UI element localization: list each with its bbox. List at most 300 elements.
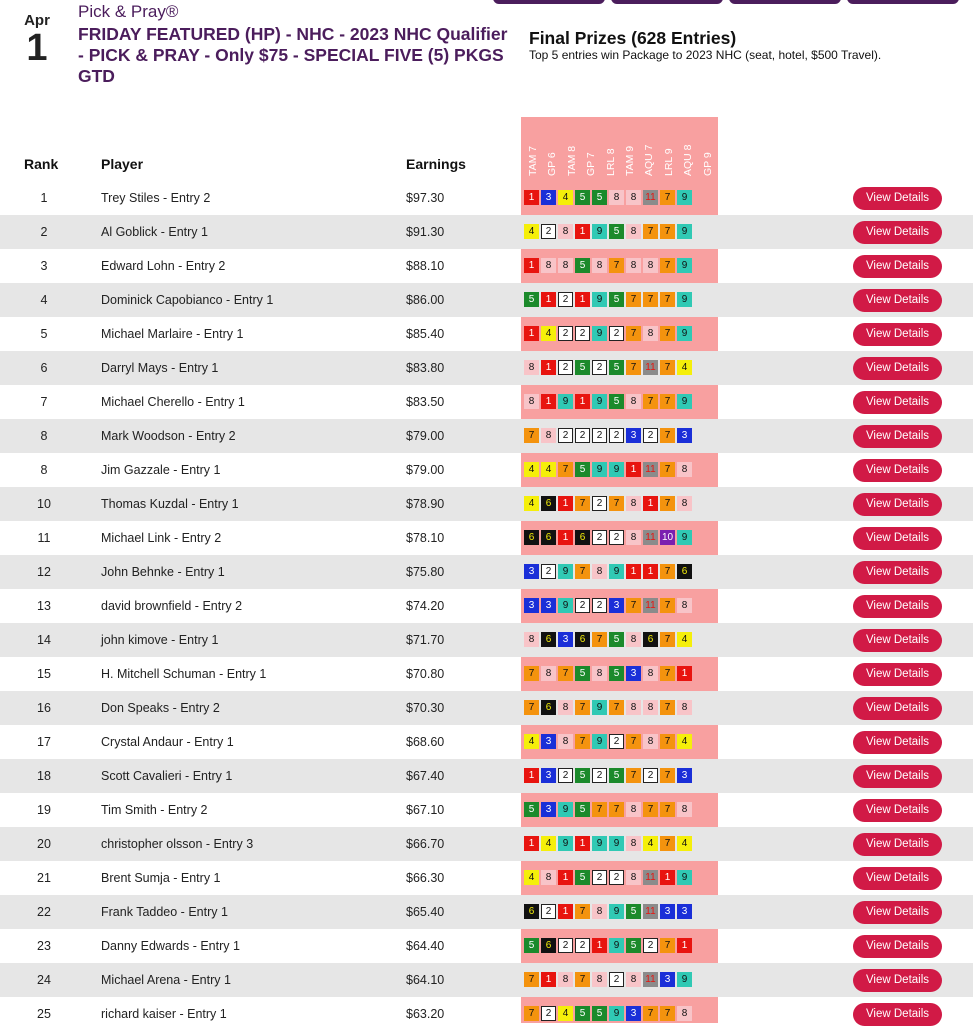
player-cell: H. Mitchell Schuman - Entry 1 (101, 667, 267, 681)
pick-badge: 9 (592, 224, 607, 239)
pick-badge: 5 (626, 904, 641, 919)
view-details-button[interactable]: View Details (853, 1003, 942, 1026)
pick-badge: 1 (558, 530, 573, 545)
earnings-cell: $64.40 (406, 939, 445, 953)
pick-badge: 8 (558, 972, 573, 987)
pick-badge: 3 (541, 190, 556, 205)
pick-badge: 7 (660, 462, 675, 477)
top-nav-buttons (493, 0, 959, 4)
pick-badge: 8 (592, 564, 607, 579)
pick-badge: 2 (541, 904, 556, 919)
pick-badge: 6 (541, 700, 556, 715)
race-header: GP 6 (546, 152, 559, 176)
view-details-button[interactable]: View Details (853, 459, 942, 482)
pick-badge: 7 (643, 1006, 658, 1021)
player-cell: david brownfield - Entry 2 (101, 599, 243, 613)
pick-badge: 11 (643, 972, 658, 987)
pick-badge: 7 (575, 734, 590, 749)
pick-badge: 2 (643, 938, 658, 953)
view-details-button[interactable]: View Details (853, 595, 942, 618)
pick-badge: 4 (524, 224, 539, 239)
pick-badge: 8 (677, 700, 692, 715)
pick-badge: 9 (558, 564, 573, 579)
picks-cell (524, 904, 692, 919)
pick-badge: 7 (524, 428, 539, 443)
pick-badge: 11 (643, 530, 658, 545)
view-details-button[interactable]: View Details (853, 323, 942, 346)
pick-badge: 3 (558, 632, 573, 647)
picks-cell (524, 598, 692, 613)
pick-badge: 4 (524, 496, 539, 511)
pick-badge: 2 (592, 870, 607, 885)
pick-badge: 8 (592, 666, 607, 681)
pick-badge: 6 (575, 632, 590, 647)
race-header: TAM 8 (565, 145, 578, 176)
pick-badge: 2 (643, 768, 658, 783)
pick-badge: 8 (626, 496, 641, 511)
pick-badge: 9 (592, 700, 607, 715)
view-details-button[interactable]: View Details (853, 391, 942, 414)
pick-badge: 9 (592, 326, 607, 341)
picks-cell (524, 326, 692, 341)
pick-badge: 2 (609, 972, 624, 987)
pick-badge: 9 (609, 462, 624, 477)
rank-cell: 13 (37, 599, 51, 613)
table-row (0, 487, 973, 521)
rank-cell: 21 (37, 871, 51, 885)
pick-badge: 5 (609, 360, 624, 375)
rank-cell: 10 (37, 497, 51, 511)
pick-badge: 7 (660, 632, 675, 647)
pick-badge: 4 (677, 360, 692, 375)
pick-badge: 9 (609, 1006, 624, 1021)
player-cell: Don Speaks - Entry 2 (101, 701, 220, 715)
pick-badge: 2 (609, 428, 624, 443)
pick-badge: 1 (677, 666, 692, 681)
pick-badge: 8 (626, 870, 641, 885)
pick-badge: 6 (541, 938, 556, 953)
earnings-header: Earnings (406, 156, 466, 172)
pick-badge: 2 (592, 496, 607, 511)
pick-badge: 1 (541, 292, 556, 307)
player-cell: john kimove - Entry 1 (101, 633, 219, 647)
pick-badge: 7 (660, 190, 675, 205)
pick-badge: 1 (541, 360, 556, 375)
pick-badge: 1 (541, 394, 556, 409)
race-headers (524, 120, 718, 176)
picks-cell (524, 734, 692, 749)
pick-badge: 4 (677, 836, 692, 851)
table-row (0, 283, 973, 317)
pick-badge: 7 (575, 904, 590, 919)
pick-badge: 7 (609, 258, 624, 273)
table-row (0, 249, 973, 283)
pick-badge: 1 (524, 768, 539, 783)
pick-badge: 6 (524, 904, 539, 919)
picks-cell (524, 870, 692, 885)
pick-badge: 7 (626, 768, 641, 783)
view-details-button[interactable]: View Details (853, 731, 942, 754)
view-details-button[interactable]: View Details (853, 969, 942, 992)
pick-badge: 9 (592, 394, 607, 409)
view-details-button[interactable]: View Details (853, 697, 942, 720)
pick-badge: 1 (524, 326, 539, 341)
player-cell: Dominick Capobianco - Entry 1 (101, 293, 274, 307)
pick-badge: 4 (541, 462, 556, 477)
pick-badge: 6 (541, 530, 556, 545)
pick-badge: 7 (660, 700, 675, 715)
pick-badge: 9 (558, 802, 573, 817)
pick-badge: 7 (660, 802, 675, 817)
picks-cell (524, 666, 692, 681)
pick-badge: 1 (592, 938, 607, 953)
prizes-panel (529, 28, 881, 62)
pick-badge: 1 (575, 836, 590, 851)
picks-cell (524, 938, 692, 953)
rank-cell: 3 (40, 259, 48, 273)
pick-badge: 8 (524, 360, 539, 375)
pick-badge: 6 (643, 632, 658, 647)
pick-badge: 3 (660, 972, 675, 987)
pick-badge: 2 (558, 428, 573, 443)
pick-badge: 2 (592, 768, 607, 783)
player-cell: Edward Lohn - Entry 2 (101, 259, 226, 273)
pick-badge: 9 (677, 394, 692, 409)
pick-badge: 8 (592, 258, 607, 273)
pick-badge: 4 (677, 632, 692, 647)
pick-badge: 3 (541, 768, 556, 783)
view-details-button[interactable]: View Details (853, 289, 942, 312)
earnings-cell: $64.10 (406, 973, 445, 987)
view-details-button[interactable]: View Details (853, 187, 942, 210)
player-cell: Frank Taddeo - Entry 1 (101, 905, 228, 919)
picks-cell (524, 768, 692, 783)
pick-badge: 3 (541, 734, 556, 749)
player-cell: Michael Marlaire - Entry 1 (101, 327, 244, 341)
pick-badge: 7 (592, 632, 607, 647)
earnings-cell: $83.80 (406, 361, 445, 375)
pick-badge: 8 (626, 972, 641, 987)
pick-badge: 6 (524, 530, 539, 545)
pick-badge: 9 (609, 836, 624, 851)
rank-cell: 20 (37, 837, 51, 851)
picks-cell (524, 700, 692, 715)
pick-badge: 8 (677, 598, 692, 613)
picks-cell (524, 632, 692, 647)
earnings-cell: $91.30 (406, 225, 445, 239)
table-row (0, 691, 973, 725)
table-row (0, 725, 973, 759)
earnings-cell: $79.00 (406, 463, 445, 477)
pick-badge: 9 (592, 292, 607, 307)
top-nav-button-4[interactable] (847, 0, 959, 4)
table-row (0, 317, 973, 351)
pick-badge: 2 (558, 360, 573, 375)
pick-badge: 1 (575, 224, 590, 239)
table-row (0, 181, 973, 215)
picks-cell (524, 428, 692, 443)
pick-badge: 2 (575, 326, 590, 341)
pick-badge: 9 (677, 292, 692, 307)
pick-badge: 5 (524, 938, 539, 953)
earnings-cell: $75.80 (406, 565, 445, 579)
picks-cell (524, 224, 692, 239)
pick-badge: 8 (541, 428, 556, 443)
pick-badge: 4 (541, 326, 556, 341)
pick-badge: 5 (609, 666, 624, 681)
pick-badge: 8 (626, 802, 641, 817)
pick-badge: 7 (660, 258, 675, 273)
pick-badge: 5 (575, 1006, 590, 1021)
view-details-button[interactable]: View Details (853, 833, 942, 856)
pick-badge: 2 (609, 870, 624, 885)
pick-badge: 5 (575, 258, 590, 273)
table-row (0, 419, 973, 453)
table-row (0, 929, 973, 963)
pick-badge: 7 (643, 802, 658, 817)
earnings-cell: $97.30 (406, 191, 445, 205)
pick-badge: 3 (541, 802, 556, 817)
pick-badge: 2 (609, 326, 624, 341)
rank-cell: 11 (37, 531, 51, 545)
player-cell: Darryl Mays - Entry 1 (101, 361, 219, 375)
pick-badge: 4 (558, 1006, 573, 1021)
table-row (0, 589, 973, 623)
earnings-cell: $68.60 (406, 735, 445, 749)
player-cell: Crystal Andaur - Entry 1 (101, 735, 234, 749)
pick-badge: 3 (626, 1006, 641, 1021)
pick-badge: 7 (643, 292, 658, 307)
pick-badge: 6 (541, 632, 556, 647)
pick-badge: 5 (609, 632, 624, 647)
player-cell: Thomas Kuzdal - Entry 1 (101, 497, 239, 511)
pick-badge: 2 (592, 360, 607, 375)
earnings-cell: $79.00 (406, 429, 445, 443)
race-header: TAM 9 (623, 145, 636, 176)
pick-badge: 2 (643, 428, 658, 443)
pick-badge: 3 (677, 904, 692, 919)
pick-badge: 1 (626, 564, 641, 579)
pick-badge: 8 (592, 904, 607, 919)
rank-cell: 2 (40, 225, 48, 239)
view-details-button[interactable]: View Details (853, 629, 942, 652)
pick-badge: 1 (677, 938, 692, 953)
earnings-cell: $83.50 (406, 395, 445, 409)
pick-badge: 5 (592, 190, 607, 205)
pick-badge: 5 (524, 292, 539, 307)
pick-badge: 7 (592, 802, 607, 817)
pick-badge: 3 (524, 564, 539, 579)
pick-badge: 1 (575, 292, 590, 307)
earnings-cell: $63.20 (406, 1007, 445, 1021)
pick-badge: 5 (524, 802, 539, 817)
pick-badge: 5 (575, 462, 590, 477)
pick-badge: 11 (643, 598, 658, 613)
picks-cell (524, 564, 692, 579)
pick-badge: 1 (558, 870, 573, 885)
pick-badge: 7 (660, 1006, 675, 1021)
player-cell: Danny Edwards - Entry 1 (101, 939, 240, 953)
player-cell: Al Goblick - Entry 1 (101, 225, 208, 239)
pick-badge: 7 (660, 360, 675, 375)
race-header: LRL 8 (604, 148, 617, 176)
event-day: 1 (26, 27, 48, 69)
view-details-button[interactable]: View Details (853, 561, 942, 584)
pick-badge: 7 (660, 734, 675, 749)
pick-badge: 5 (626, 938, 641, 953)
pick-badge: 5 (575, 666, 590, 681)
rank-cell: 18 (37, 769, 51, 783)
pick-badge: 9 (677, 258, 692, 273)
earnings-cell: $86.00 (406, 293, 445, 307)
table-row (0, 215, 973, 249)
pick-badge: 7 (660, 224, 675, 239)
pick-badge: 8 (643, 700, 658, 715)
player-cell: Mark Woodson - Entry 2 (101, 429, 236, 443)
view-details-button[interactable]: View Details (853, 901, 942, 924)
pick-badge: 8 (626, 700, 641, 715)
pick-badge: 2 (609, 530, 624, 545)
earnings-cell: $67.40 (406, 769, 445, 783)
pick-badge: 8 (609, 190, 624, 205)
pick-badge: 3 (524, 598, 539, 613)
pick-badge: 7 (524, 666, 539, 681)
top-nav-button-3[interactable] (729, 0, 841, 4)
player-cell: Michael Cherello - Entry 1 (101, 395, 245, 409)
pick-badge: 8 (592, 972, 607, 987)
pick-badge: 8 (677, 462, 692, 477)
pick-badge: 4 (524, 734, 539, 749)
view-details-button[interactable]: View Details (853, 935, 942, 958)
pick-badge: 7 (626, 598, 641, 613)
pick-badge: 9 (592, 836, 607, 851)
pick-badge: 5 (575, 360, 590, 375)
view-details-button[interactable]: View Details (853, 799, 942, 822)
pick-badge: 8 (626, 632, 641, 647)
top-nav-button-1[interactable] (493, 0, 605, 4)
pick-badge: 4 (558, 190, 573, 205)
picks-cell (524, 836, 692, 851)
pick-badge: 5 (575, 802, 590, 817)
pick-badge: 1 (626, 462, 641, 477)
pick-badge: 7 (524, 700, 539, 715)
pick-badge: 3 (677, 428, 692, 443)
pick-badge: 7 (626, 326, 641, 341)
pick-badge: 3 (609, 598, 624, 613)
pick-badge: 2 (558, 768, 573, 783)
rank-cell: 1 (40, 191, 48, 205)
event-brand: Pick & Pray® (78, 2, 179, 21)
table-row (0, 827, 973, 861)
table-row (0, 521, 973, 555)
table-row (0, 997, 973, 1031)
pick-badge: 7 (626, 734, 641, 749)
pick-badge: 7 (626, 360, 641, 375)
pick-badge: 3 (541, 598, 556, 613)
view-details-button[interactable]: View Details (853, 765, 942, 788)
pick-badge: 9 (558, 836, 573, 851)
pick-badge: 11 (643, 190, 658, 205)
pick-badge: 4 (524, 462, 539, 477)
rank-cell: 19 (37, 803, 51, 817)
rank-cell: 17 (37, 735, 51, 749)
picks-cell (524, 462, 692, 477)
pick-badge: 8 (524, 394, 539, 409)
prizes-description: Top 5 entries win Package to 2023 NHC (seat, hotel, $500 Travel). (529, 48, 882, 62)
pick-badge: 8 (643, 734, 658, 749)
rank-cell: 25 (37, 1007, 51, 1021)
pick-badge: 8 (558, 224, 573, 239)
pick-badge: 8 (626, 836, 641, 851)
pick-badge: 8 (541, 666, 556, 681)
pick-badge: 9 (677, 870, 692, 885)
pick-badge: 7 (660, 564, 675, 579)
view-details-button[interactable]: View Details (853, 425, 942, 448)
pick-badge: 7 (609, 496, 624, 511)
view-details-button[interactable]: View Details (853, 663, 942, 686)
player-cell: Michael Arena - Entry 1 (101, 973, 231, 987)
pick-badge: 8 (626, 190, 641, 205)
pick-badge: 5 (575, 870, 590, 885)
rank-cell: 15 (37, 667, 51, 681)
earnings-cell: $78.90 (406, 497, 445, 511)
pick-badge: 7 (575, 700, 590, 715)
view-details-button[interactable]: View Details (853, 357, 942, 380)
race-header: AQU 7 (643, 144, 656, 176)
top-nav-button-2[interactable] (611, 0, 723, 4)
pick-badge: 1 (558, 496, 573, 511)
table-row (0, 963, 973, 997)
pick-badge: 1 (524, 190, 539, 205)
picks-cell (524, 360, 692, 375)
table-row (0, 453, 973, 487)
pick-badge: 8 (558, 700, 573, 715)
pick-badge: 11 (643, 462, 658, 477)
pick-badge: 9 (677, 224, 692, 239)
earnings-cell: $70.80 (406, 667, 445, 681)
view-details-button[interactable]: View Details (853, 255, 942, 278)
player-cell: Jim Gazzale - Entry 1 (101, 463, 221, 477)
race-header: LRL 9 (662, 148, 675, 176)
pick-badge: 3 (660, 904, 675, 919)
pick-badge: 7 (558, 666, 573, 681)
pick-badge: 7 (660, 326, 675, 341)
rank-cell: 14 (37, 633, 51, 647)
picks-cell (524, 972, 692, 987)
pick-badge: 6 (541, 496, 556, 511)
table-row (0, 623, 973, 657)
pick-badge: 7 (660, 768, 675, 783)
view-details-button[interactable]: View Details (853, 493, 942, 516)
pick-badge: 9 (592, 462, 607, 477)
pick-badge: 7 (660, 292, 675, 307)
view-details-button[interactable]: View Details (853, 867, 942, 890)
table-row (0, 555, 973, 589)
pick-badge: 7 (524, 972, 539, 987)
pick-badge: 3 (677, 768, 692, 783)
pick-badge: 1 (660, 870, 675, 885)
pick-badge: 10 (661, 532, 674, 543)
pick-badge: 4 (541, 836, 556, 851)
pick-badge: 2 (575, 428, 590, 443)
pick-badge: 3 (626, 428, 641, 443)
view-details-button[interactable]: View Details (853, 221, 942, 244)
player-cell: Trey Stiles - Entry 2 (101, 191, 211, 205)
event-date (22, 12, 52, 69)
pick-badge: 7 (660, 666, 675, 681)
pick-badge: 8 (643, 666, 658, 681)
view-details-button[interactable]: View Details (853, 527, 942, 550)
